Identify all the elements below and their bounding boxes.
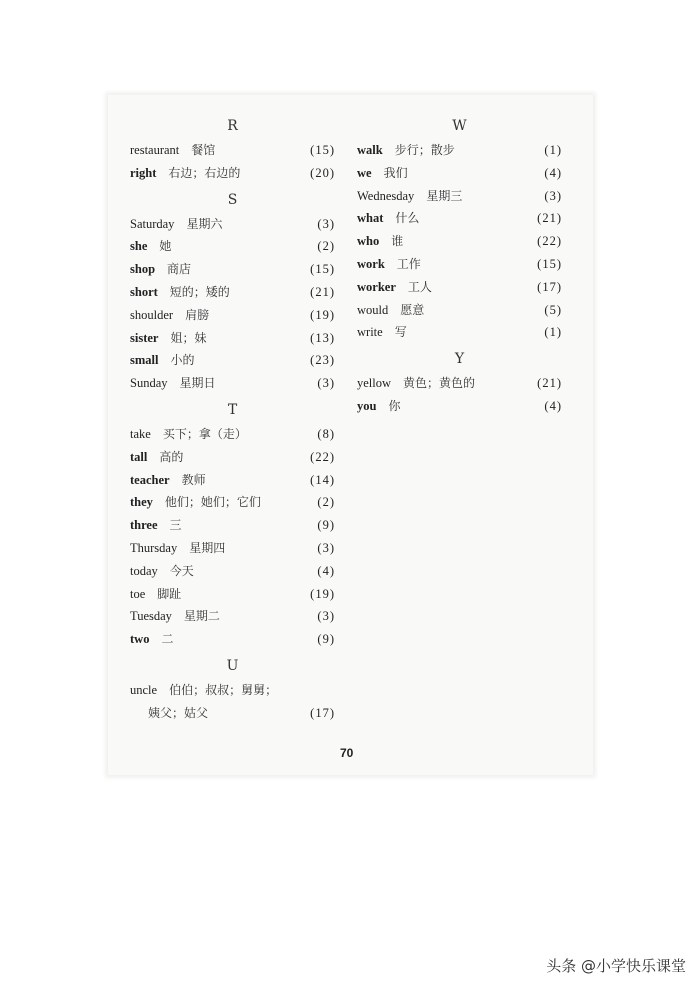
entry-translation: 高的 <box>159 449 184 464</box>
glossary-entry <box>130 469 335 492</box>
glossary-entry <box>357 372 562 395</box>
glossary-entry <box>130 304 335 327</box>
entry-translation: 三 <box>169 518 182 533</box>
entry-word: today <box>130 563 158 578</box>
entry-translation: 写 <box>394 325 407 340</box>
entry-word: tall <box>130 449 148 464</box>
entry-word: Thursday <box>130 540 178 555</box>
entry-unit-number: (21) <box>537 376 562 391</box>
entry-word: restaurant <box>130 143 180 157</box>
glossary-entry <box>130 514 335 537</box>
entry-translation: 星期六 <box>186 216 223 231</box>
entry-unit-number: (23) <box>310 353 335 368</box>
entry-word: uncle <box>130 682 158 697</box>
entry-translation: 你 <box>388 398 401 413</box>
entry-unit-number: (8) <box>317 426 335 441</box>
entry-unit-number: (5) <box>544 302 562 317</box>
entry-word: teacher <box>130 472 170 487</box>
glossary-entry <box>357 253 562 276</box>
watermark: 头条 @小学快乐课堂 <box>546 957 686 975</box>
entry-translation: 工作 <box>396 256 421 271</box>
entry-unit-number: (1) <box>544 143 562 157</box>
entry-unit-number: (21) <box>310 284 335 299</box>
entry-unit-number: (22) <box>310 449 335 464</box>
entry-translation: 什么 <box>395 211 420 226</box>
glossary-entry <box>130 162 335 185</box>
entry-word: sister <box>130 330 159 345</box>
entry-translation: 星期日 <box>179 376 216 391</box>
glossary-entry <box>130 491 335 514</box>
entry-word: you <box>357 398 377 413</box>
glossary-entry <box>130 628 335 651</box>
entry-translation: 工人 <box>407 279 432 294</box>
entry-word: who <box>357 234 380 249</box>
glossary-entry <box>357 162 562 185</box>
entry-translation: 步行；散步 <box>394 143 455 157</box>
entry-unit-number: (1) <box>544 325 562 340</box>
entry-translation: 短的；矮的 <box>169 284 230 299</box>
entry-unit-number: (2) <box>317 495 335 510</box>
entry-translation: 二 <box>161 632 174 647</box>
glossary-entry <box>130 327 335 350</box>
entry-word: walk <box>357 143 383 157</box>
section-letter: Y <box>454 351 465 368</box>
glossary-entry <box>130 583 335 606</box>
glossary-entry <box>130 349 335 372</box>
entry-unit-number: (21) <box>537 211 562 226</box>
entry-unit-number: (22) <box>537 234 562 249</box>
entry-unit-number: (3) <box>544 188 562 203</box>
entry-translation-continued: 姨父；姑父 <box>148 705 209 720</box>
glossary-entry <box>357 276 562 299</box>
glossary-entry <box>357 139 562 162</box>
entry-translation: 谁 <box>391 234 404 249</box>
entry-word: would <box>357 302 389 317</box>
entry-word: three <box>130 518 158 533</box>
entry-unit-number: (4) <box>544 398 562 413</box>
entry-translation: 伯伯；叔叔；舅舅； <box>169 682 278 697</box>
entry-word: two <box>130 632 150 647</box>
entry-unit-number: (9) <box>317 518 335 533</box>
entry-unit-number: (14) <box>310 472 335 487</box>
entry-translation: 姐；妹 <box>170 330 207 345</box>
entry-word: Wednesday <box>357 188 415 203</box>
glossary-entry <box>130 281 335 304</box>
entry-word: toe <box>130 586 146 601</box>
entry-word: small <box>130 353 159 368</box>
entry-word: Tuesday <box>130 609 172 624</box>
entry-word: yellow <box>357 376 392 391</box>
entry-translation: 商店 <box>167 262 192 277</box>
entry-translation: 他们；她们；它们 <box>164 495 261 510</box>
entry-unit-number: (15) <box>310 262 335 277</box>
entry-unit-number: (15) <box>537 256 562 271</box>
entry-translation: 星期三 <box>426 188 463 203</box>
entry-unit-number: (19) <box>310 586 335 601</box>
glossary-entry <box>130 446 335 469</box>
entry-translation: 星期四 <box>189 540 226 555</box>
glossary-column-left <box>130 117 335 725</box>
entry-unit-number: (4) <box>317 563 335 578</box>
entry-translation: 黄色；黄色的 <box>403 376 476 391</box>
glossary-entry <box>130 213 335 236</box>
entry-word: they <box>130 495 153 510</box>
entry-unit-number: (4) <box>544 165 562 180</box>
section-letter: R <box>227 118 238 134</box>
glossary-entry <box>357 185 562 208</box>
glossary-entry <box>130 560 335 583</box>
entry-unit-number: (9) <box>317 632 335 647</box>
glossary-entry <box>130 139 335 162</box>
entry-word: she <box>130 239 148 254</box>
glossary-entry <box>130 423 335 446</box>
section-letter: U <box>226 657 239 674</box>
entry-word: take <box>130 426 151 441</box>
glossary-entry <box>357 207 562 230</box>
entry-unit-number: (2) <box>317 239 335 254</box>
glossary-entry <box>130 679 335 725</box>
section-letter: W <box>452 118 467 134</box>
entry-translation: 脚趾 <box>157 586 182 601</box>
glossary-entry <box>357 230 562 253</box>
entry-translation: 肩膀 <box>185 307 210 322</box>
section-letter: T <box>227 401 238 418</box>
section-letter: S <box>227 191 238 208</box>
glossary-entry <box>130 235 335 258</box>
entry-unit-number: (3) <box>317 216 335 231</box>
entry-translation: 今天 <box>169 563 194 578</box>
glossary-entry <box>357 321 562 344</box>
entry-unit-number: (19) <box>310 307 335 322</box>
entry-unit-number: (3) <box>317 540 335 555</box>
glossary-entry <box>130 372 335 395</box>
entry-word: write <box>357 325 383 340</box>
entry-word: Sunday <box>130 376 168 391</box>
entry-unit-number: (15) <box>310 143 335 157</box>
entry-translation: 买下；拿（走） <box>162 426 247 441</box>
entry-translation: 餐馆 <box>191 143 216 157</box>
entry-word: we <box>357 165 372 180</box>
entry-unit-number: (20) <box>310 165 335 180</box>
entry-translation: 右边；右边的 <box>168 165 241 180</box>
entry-unit-number: (3) <box>317 609 335 624</box>
entry-word: shop <box>130 262 156 277</box>
glossary-entry <box>357 395 562 418</box>
entry-unit-number: (13) <box>310 330 335 345</box>
entry-word: right <box>130 165 157 180</box>
page-number: 70 <box>340 746 354 760</box>
entry-translation: 我们 <box>383 165 408 180</box>
entry-unit-number: (17) <box>310 705 335 720</box>
glossary-entry <box>130 605 335 628</box>
glossary-entry <box>130 258 335 281</box>
glossary-column-right <box>357 117 562 418</box>
entry-translation: 小的 <box>170 353 195 368</box>
entry-translation: 她 <box>159 239 172 254</box>
entry-word: short <box>130 284 158 299</box>
entry-translation: 愿意 <box>400 302 425 317</box>
entry-word: shoulder <box>130 307 174 322</box>
entry-word: worker <box>357 279 396 294</box>
entry-translation: 教师 <box>181 472 206 487</box>
entry-word: what <box>357 211 384 226</box>
entry-unit-number: (3) <box>317 376 335 391</box>
entry-word: Saturday <box>130 216 175 231</box>
entry-translation: 星期二 <box>183 609 220 624</box>
glossary-entry <box>130 537 335 560</box>
entry-unit-number: (17) <box>537 279 562 294</box>
glossary-entry <box>357 299 562 322</box>
entry-word: work <box>357 256 385 271</box>
